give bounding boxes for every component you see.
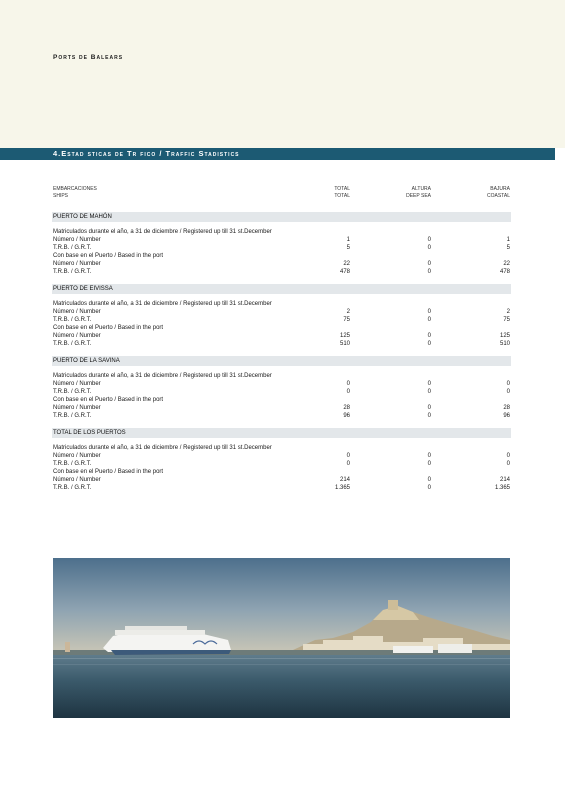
column-header-coastal [487,186,510,200]
row-coastal: 1.365 [494,485,510,491]
row-deep-sea: 0 [427,261,431,267]
row-label: Número / Number [53,477,101,483]
table-row [52,324,511,332]
row-total: 5 [346,245,350,251]
table-row [52,468,511,476]
row-deep-sea: 0 [427,245,431,251]
column-header-deep-sea [406,186,431,200]
table-header [52,186,511,204]
row-total: 2 [346,309,350,315]
row-deep-sea: 0 [427,317,431,323]
table-row [52,380,511,388]
row-label: Número / Number [53,405,101,411]
row-deep-sea: 0 [427,333,431,339]
row-coastal: 75 [503,317,510,323]
row-coastal: 5 [506,245,510,251]
column-header-coast-es: BAJURA [490,186,510,192]
row-coastal: 1 [506,237,510,243]
table-row [52,404,511,412]
table-row [52,332,511,340]
port-group-title: PUERTO DE MAHÓN [52,212,511,222]
column-header-coast-en: COASTAL [487,193,510,199]
table-row [52,484,511,492]
row-label: Con base en el Puerto / Based in the port [53,325,164,331]
row-deep-sea: 0 [427,405,431,411]
port-group [52,284,511,348]
row-label: T.R.B. / G.R.T. [53,461,92,467]
row-total: 1 [346,237,350,243]
table-row [52,452,511,460]
row-total: 1.365 [334,485,350,491]
column-header-ships-en: SHIPS [53,193,69,199]
page-header-band [0,0,565,148]
row-total: 96 [343,413,350,419]
table-row [52,308,511,316]
table-row [52,372,511,380]
row-total: 478 [339,269,350,275]
row-label: Número / Number [53,333,101,339]
row-label: T.R.B. / G.R.T. [53,269,92,275]
table-row [52,396,511,404]
row-total: 0 [346,461,350,467]
row-total: 510 [339,341,350,347]
row-label: Matriculados durante el año, a 31 de diciembre / Registered up till 31 st.December [53,301,272,307]
column-header-deep-es: ALTURA [411,186,431,192]
column-header-total [334,186,350,200]
row-label: T.R.B. / G.R.T. [53,485,92,491]
row-coastal: 0 [506,389,510,395]
table-row [52,316,511,324]
row-total: 125 [339,333,350,339]
row-deep-sea: 0 [427,413,431,419]
port-group-title: PUERTO DE LA SAVINA [52,356,511,366]
port-group [52,212,511,276]
row-deep-sea: 0 [427,453,431,459]
table-row [52,476,511,484]
row-coastal: 125 [499,333,510,339]
row-coastal: 0 [506,461,510,467]
table-row [52,388,511,396]
row-label: T.R.B. / G.R.T. [53,341,92,347]
row-label: Con base en el Puerto / Based in the port [53,253,164,259]
row-coastal: 478 [499,269,510,275]
table-row [52,260,511,268]
column-header-ships [53,186,97,200]
row-deep-sea: 0 [427,461,431,467]
traffic-statistics-table [52,186,511,492]
row-deep-sea: 0 [427,269,431,275]
column-header-ships-es: EMBARCACIONES [53,186,97,192]
row-total: 22 [343,261,350,267]
row-label: Matriculados durante el año, a 31 de diciembre / Registered up till 31 st.December [53,373,272,379]
row-label: Número / Number [53,453,101,459]
section-bar-gap [555,148,565,160]
table-row [52,412,511,420]
row-deep-sea: 0 [427,381,431,387]
row-label: T.R.B. / G.R.T. [53,389,92,395]
row-coastal: 0 [506,453,510,459]
row-label: Número / Number [53,237,101,243]
port-group [52,428,511,492]
table-row [52,244,511,252]
table-row [52,268,511,276]
row-label: Número / Number [53,261,101,267]
table-row [52,340,511,348]
publication-title: Ports de Balears [53,54,124,61]
row-coastal: 28 [503,405,510,411]
table-row [52,460,511,468]
row-total: 0 [346,453,350,459]
row-label: T.R.B. / G.R.T. [53,317,92,323]
row-coastal: 510 [499,341,510,347]
table-row [52,444,511,452]
row-label: Número / Number [53,381,101,387]
row-deep-sea: 0 [427,485,431,491]
column-header-total-es: TOTAL [334,186,350,192]
row-deep-sea: 0 [427,237,431,243]
row-total: 75 [343,317,350,323]
row-coastal: 22 [503,261,510,267]
row-label: Con base en el Puerto / Based in the port [53,397,164,403]
row-coastal: 0 [506,381,510,387]
table-row [52,228,511,236]
port-group-title: TOTAL DE LOS PUERTOS [52,428,511,438]
row-deep-sea: 0 [427,389,431,395]
row-deep-sea: 0 [427,341,431,347]
row-deep-sea: 0 [427,477,431,483]
row-total: 0 [346,381,350,387]
row-label: Matriculados durante el año, a 31 de diciembre / Registered up till 31 st.December [53,229,272,235]
port-group [52,356,511,420]
column-header-total-en: TOTAL [334,193,350,199]
section-title-bar [0,148,565,160]
row-label: T.R.B. / G.R.T. [53,413,92,419]
port-group-title: PUERTO DE EIVISSA [52,284,511,294]
row-coastal: 2 [506,309,510,315]
row-label: Con base en el Puerto / Based in the port [53,469,164,475]
row-deep-sea: 0 [427,309,431,315]
row-label: T.R.B. / G.R.T. [53,245,92,251]
row-label: Matriculados durante el año, a 31 de diciembre / Registered up till 31 st.December [53,445,272,451]
row-total: 0 [346,389,350,395]
table-row [52,252,511,260]
table-row [52,300,511,308]
section-title: 4.Estad sticas de Tr fico / Traffic Stadistics [53,149,240,158]
port-groups [52,212,511,492]
row-label: Número / Number [53,309,101,315]
harbour-photo-image [53,558,510,718]
row-total: 28 [343,405,350,411]
row-coastal: 96 [503,413,510,419]
column-header-deep-en: DEEP SEA [406,193,431,199]
harbour-photo [53,558,510,718]
row-coastal: 214 [499,477,510,483]
row-total: 214 [339,477,350,483]
table-row [52,236,511,244]
